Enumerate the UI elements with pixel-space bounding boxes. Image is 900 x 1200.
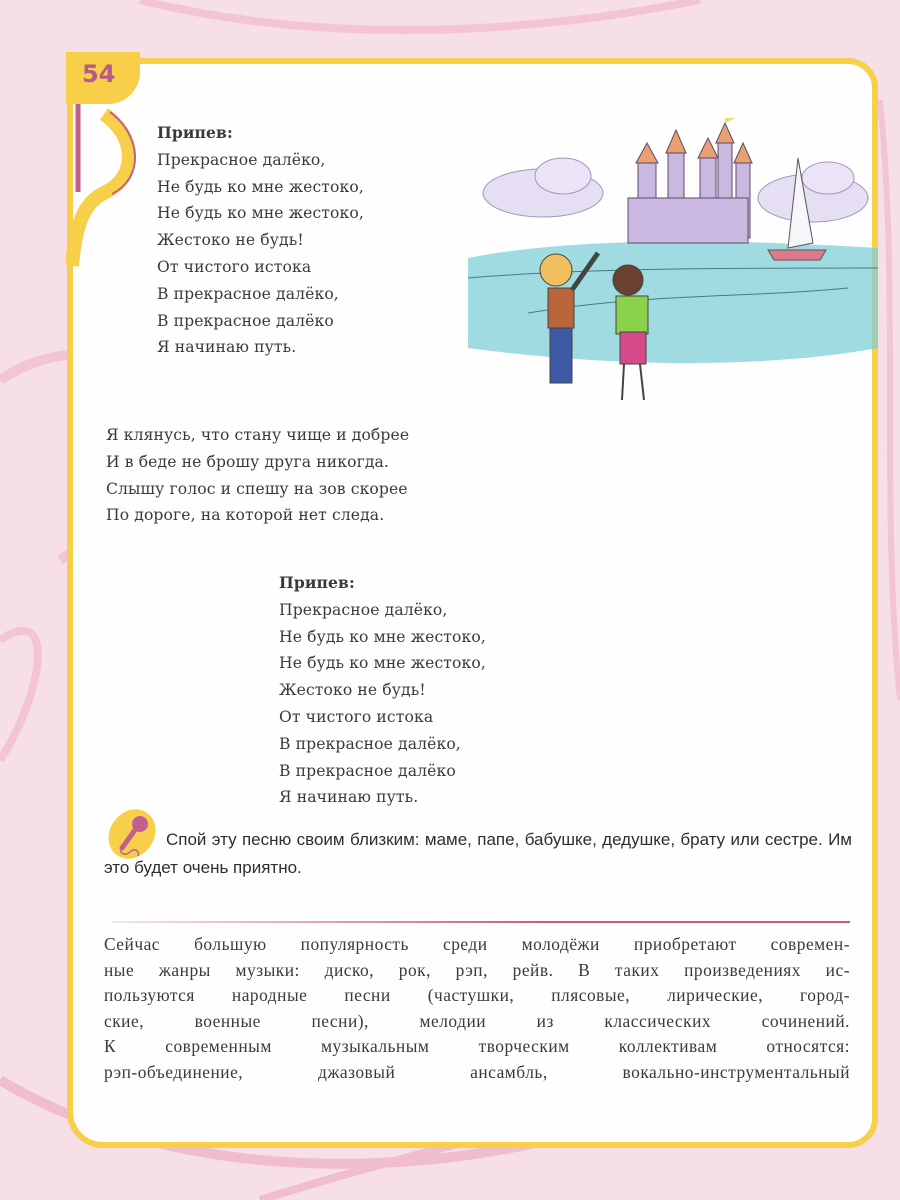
task-instruction	[104, 826, 852, 882]
verse-2	[106, 422, 409, 529]
castle-illustration	[468, 118, 878, 408]
lyric-line: Я начинаю путь.	[157, 338, 297, 357]
lyric-line: Не будь ко мне жестоко,	[157, 177, 364, 196]
lyric-line: Жестоко не будь!	[157, 231, 304, 250]
chorus-1	[157, 120, 364, 361]
lyric-line: И в беде не брошу друга никогда.	[106, 452, 389, 471]
lyric-line: Не будь ко мне жестоко,	[279, 654, 486, 673]
lyric-line: Слышу голос и спешу на зов скорее	[106, 479, 408, 498]
lyric-line: Прекрасное далёко,	[157, 150, 326, 169]
paragraph-line: К современным музыкальным творческим коллективам относятся:	[104, 1036, 850, 1057]
paragraph-line: ные жанры музыки: диско, рок, рэп, рейв. В таких произведениях ис-	[104, 959, 850, 980]
lyric-line: Я начинаю путь.	[279, 788, 419, 807]
paragraph-line: Сейчас большую популярность среди молодёжи приобретают современ-	[104, 934, 850, 954]
lyric-line: В прекрасное далёко,	[157, 284, 339, 303]
lyric-line: В прекрасное далёко	[279, 761, 456, 780]
body-paragraph	[104, 932, 850, 1086]
chorus-heading: Припев:	[279, 573, 355, 592]
lyric-line: Не будь ко мне жестоко,	[279, 627, 486, 646]
chorus-heading: Припев:	[157, 123, 233, 142]
lyric-line: От чистого истока	[279, 707, 434, 726]
bookmark-hook-decoration	[66, 96, 146, 276]
lyric-line: От чистого истока	[157, 257, 312, 276]
lyric-line: Жестоко не будь!	[279, 681, 426, 700]
lyric-line: Я клянусь, что стану чище и добрее	[106, 426, 410, 444]
task-text: Спой эту песню своим близким: маме, папе, бабушке, дедушке, брату или сестре. Им это будет очень приятно.	[104, 830, 852, 877]
lyric-line: В прекрасное далёко	[157, 311, 334, 330]
page-number: 54	[82, 60, 116, 88]
section-divider	[112, 921, 850, 923]
lyric-line: В прекрасное далёко,	[279, 734, 461, 753]
lyric-line: По дороге, на которой нет следа.	[106, 506, 385, 525]
paragraph-line: пользуются народные песни (частушки, плясовые, лирические, город-	[104, 985, 850, 1006]
lyric-line: Не будь ко мне жестоко,	[157, 204, 364, 223]
paragraph-line: ские, военные песни), мелодии из классических сочинений.	[104, 1010, 850, 1031]
paragraph-line: рэп-объединение, джазовый ансамбль, вокально-инструментальный	[104, 1061, 850, 1082]
chorus-2	[279, 570, 486, 811]
lyric-line: Прекрасное далёко,	[279, 600, 448, 619]
